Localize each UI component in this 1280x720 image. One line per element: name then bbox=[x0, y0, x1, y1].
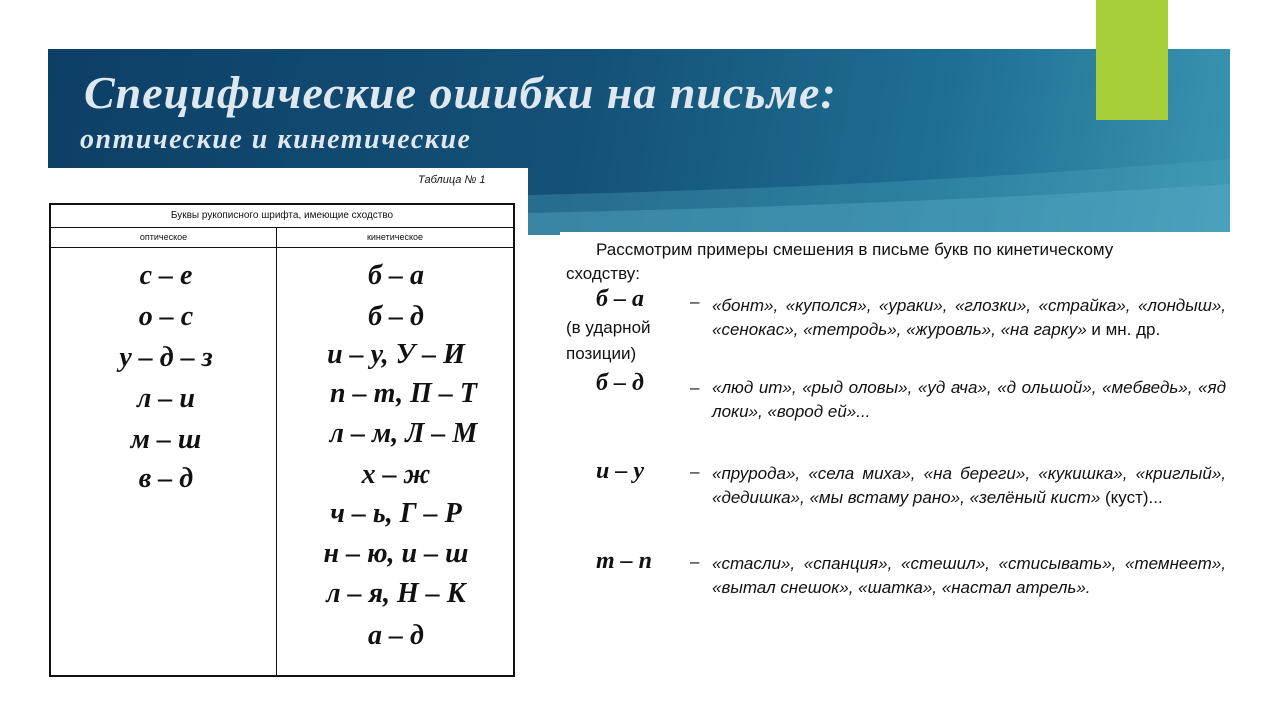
letter-pair-3: и – у bbox=[596, 458, 644, 484]
page-subtitle: оптические и кинетические bbox=[80, 124, 472, 155]
examples-3-text: «прурода», «села миха», «на береги», «кукишка», «криглый», «дедишка», «мы встаму рано», «зелёный кист» bbox=[712, 464, 1226, 507]
optical-pair: в – д bbox=[138, 463, 194, 494]
dash: – bbox=[690, 378, 700, 397]
kinetic-pair: б – д bbox=[368, 301, 424, 332]
intro-line-2: сходству: bbox=[566, 264, 640, 283]
table-number: Таблица № 1 bbox=[418, 174, 486, 186]
intro-line-1: Рассмотрим примеры смешения в письме букв по кинетическому bbox=[596, 240, 1114, 259]
kinetic-pair: п – т, П – Т bbox=[330, 378, 477, 409]
pair1-note-line-1: (в ударной bbox=[566, 318, 651, 337]
dash: – bbox=[690, 292, 700, 311]
page-title: Специфические ошибки на письме: bbox=[84, 67, 837, 118]
examples-1-text: «бонт», «куполся», «ураки», «глозки», «страйка», «лондыш», «сенокас», «тетродь», «журовль», «на гарку» bbox=[712, 296, 1226, 339]
optical-pair: л – и bbox=[137, 383, 195, 414]
optical-pair: о – с bbox=[138, 301, 194, 332]
kinetic-pair: ч – ь, Г – Р bbox=[330, 498, 462, 529]
letter-pair-2: б – д bbox=[596, 370, 644, 396]
letter-pair-4: т – п bbox=[596, 548, 653, 574]
accent-bar bbox=[1096, 0, 1168, 120]
pair1-note-line-2: позиции) bbox=[566, 344, 637, 363]
examples-1-tail: и мн. др. bbox=[1086, 320, 1161, 339]
examples-1 bbox=[712, 294, 1226, 342]
optical-pair: с – е bbox=[139, 260, 193, 291]
kinetic-pair: и – у, У – И bbox=[327, 339, 465, 370]
examples-4: «стасли», «спанция», «стешил», «стисывать», «темнеет», «вытал снешок», «шатка», «настал атрель». bbox=[712, 554, 1226, 597]
kinetic-pair: х – ж bbox=[361, 459, 431, 490]
kinetic-pair: н – ю, и – ш bbox=[323, 538, 469, 569]
column-header-kinetic: кинетическое bbox=[366, 232, 424, 242]
examples-3-tail: (куст)... bbox=[1100, 488, 1163, 507]
letter-pair-1: б – а bbox=[596, 286, 644, 312]
dash: – bbox=[690, 552, 700, 571]
column-header-optical: оптическое bbox=[51, 227, 277, 677]
optical-pair: у – д – з bbox=[119, 342, 213, 373]
dash: – bbox=[690, 462, 700, 481]
table-header: Буквы рукописного шрифта, имеющие сходство bbox=[51, 205, 513, 228]
letters-table bbox=[49, 203, 515, 677]
kinetic-pair: л – м, Л – М bbox=[329, 418, 478, 449]
examples-2: «люд ит», «рыд оловы», «уд ача», «д ольшой», «мебведь», «яд локи», «вород ей»... bbox=[712, 378, 1226, 421]
optical-pair: м – ш bbox=[130, 424, 202, 455]
examples-3 bbox=[712, 462, 1226, 510]
kinetic-pair: б – а bbox=[368, 260, 424, 291]
kinetic-pair: а – д bbox=[368, 620, 424, 651]
kinetic-pair: л – я, Н – К bbox=[326, 578, 466, 609]
table-divider bbox=[51, 247, 513, 248]
